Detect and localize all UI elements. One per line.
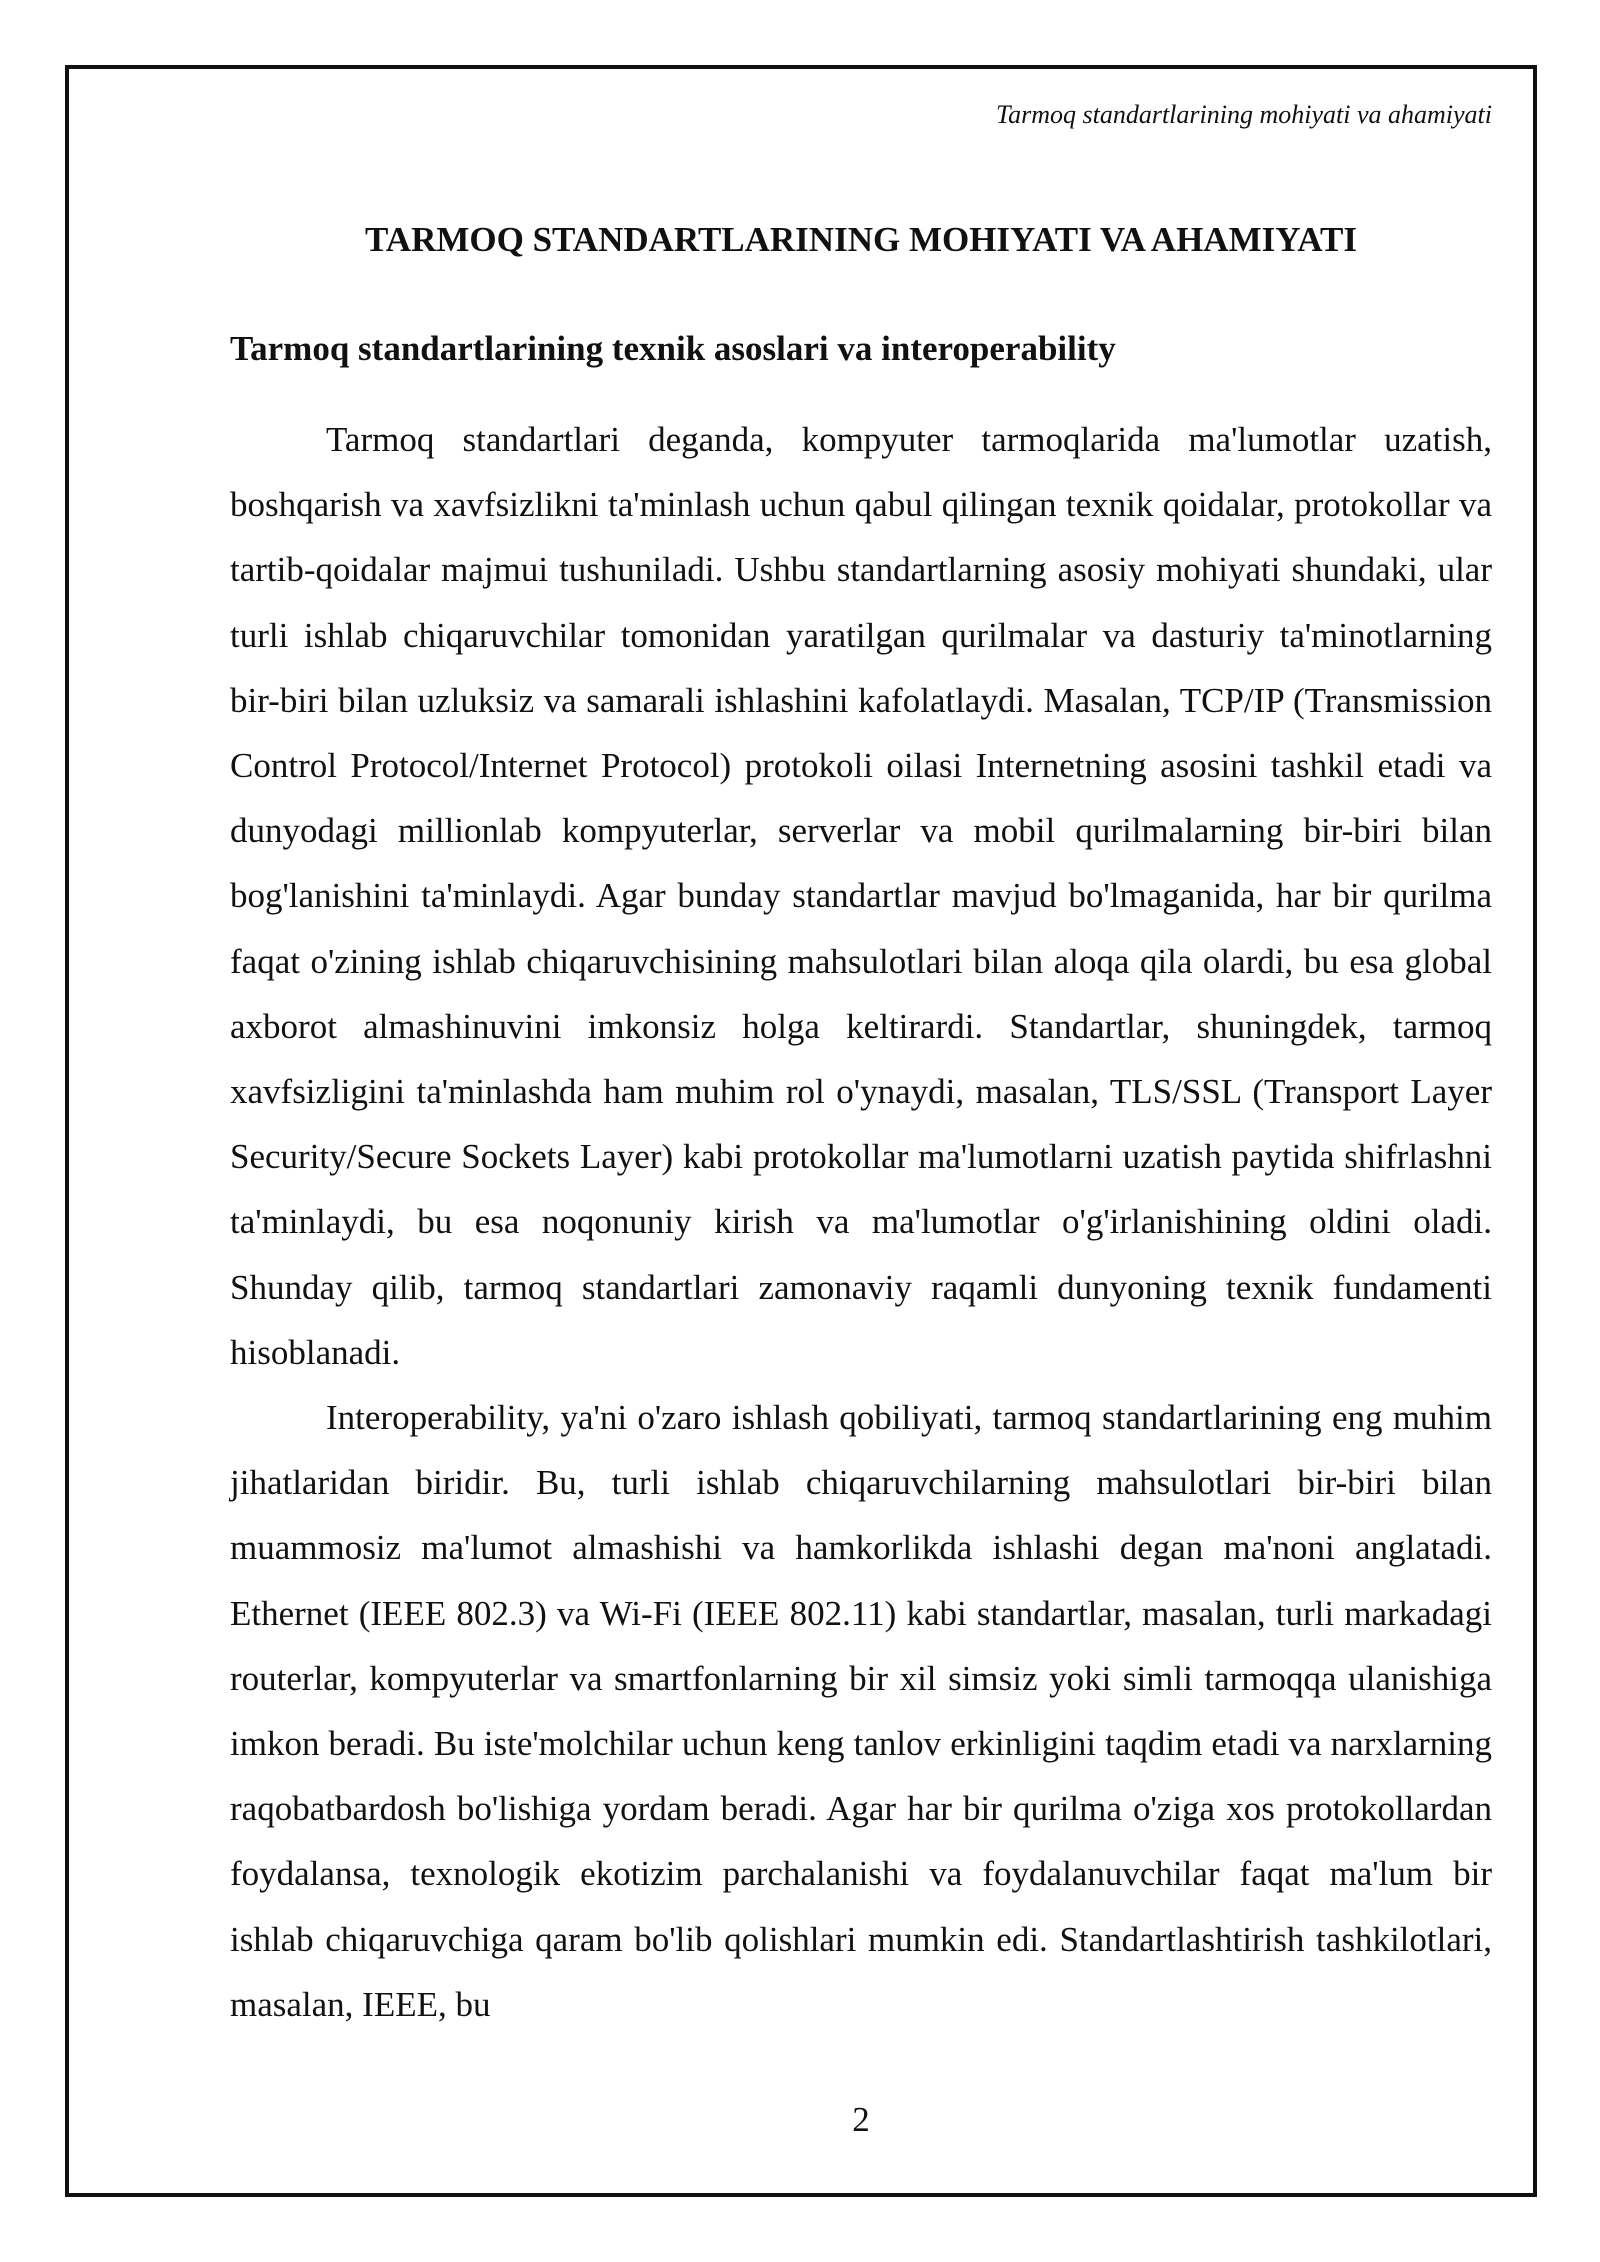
running-header: Tarmoq standartlarining mohiyati va ahamiyati [996,100,1492,129]
page-number: 2 [852,2100,870,2139]
paragraph: Tarmoq standartlari deganda, kompyuter tarmoqlarida ma'lumotlar uzatish, boshqarish va xavfsizlikni ta'minlash uchun qabul qilingan texnik qoidalar, protokollar va tartib-qoidalar majmui tushuniladi. Ushbu standartlarning asosiy mohiyati shundaki, ular turli ishlab chiqaruvchilar tomonidan yaratilgan qurilmalar va dasturiy ta'minotlarning bir-biri bilan uzluksiz va samarali ishlashini kafolatlaydi. Masalan, TCP/IP (Transmission Control Protocol/Internet Protocol) protokoli oilasi Internetning asosini tashkil etadi va dunyodagi millionlab kompyuterlar, serverlar va mobil qurilmalarning bir-biri bilan bog'lanishini ta'minlaydi. Agar bunday standartlar mavjud bo'lmaganida, har bir qurilma faqat o'zining ishlab chiqaruvchisining mahsulotlari bilan aloqa qila olardi, bu esa global axborot almashinuvini imkonsiz holga keltirardi. Standartlar, shuningdek, tarmoq xavfsizligini ta'minlashda ham muhim rol o'ynaydi, masalan, TLS/SSL (Transport Layer Security/Secure Sockets Layer) kabi protokollar ma'lumotlarni uzatish paytida shifrlashni ta'minlaydi, bu esa noqonuniy kirish va ma'lumotlar o'g'irlanishining oldini oladi. Shunday qilib, tarmoq standartlari zamonaviy raqamli dunyoning texnik fundamenti hisoblanadi. [230,420,1492,1372]
paragraph: Interoperability, ya'ni o'zaro ishlash qobiliyati, tarmoq standartlarining eng muhim jihatlaridan biridir. Bu, turli ishlab chiqaruvchilarning mahsulotlari bir-biri bilan muammosiz ma'lumot almashishi va hamkorlikda ishlashi degan ma'noni anglatadi. Ethernet (IEEE 802.3) va Wi-Fi (IEEE 802.11) kabi standartlar, masalan, turli markadagi routerlar, kompyuterlar va smartfonlarning bir xil simsiz yoki simli tarmoqqa ulanishiga imkon beradi. Bu iste'molchilar uchun keng tanlov erkinligini taqdim etadi va narxlarning raqobatbardosh bo'lishiga yordam beradi. Agar har bir qurilma o'ziga xos protokollardan foydalansa, texnologik ekotizim parchalanishi va foydalanuvchilar faqat ma'lum bir ishlab chiqaruvchiga qaram bo'lib qolishlari mumkin edi. Standartlashtirish tashkilotlari, masalan, IEEE, bu [230,1398,1492,2024]
section-heading: Tarmoq standartlarining texnik asoslari va interoperability [230,329,1116,368]
body-text [230,407,1492,2037]
document-title: TARMOQ STANDARTLARINING MOHIYATI VA AHAMIYATI [365,220,1357,259]
